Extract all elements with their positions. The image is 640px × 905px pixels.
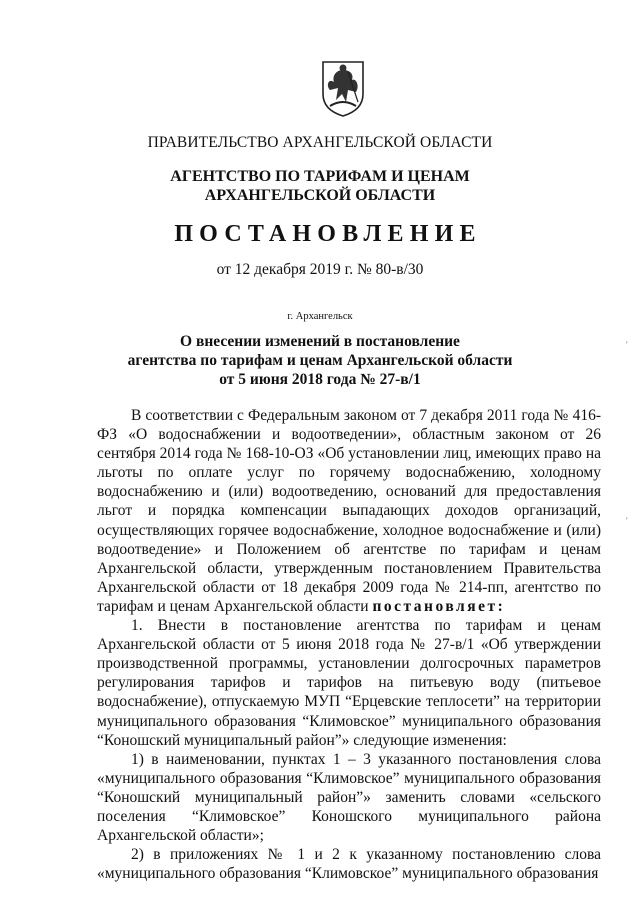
agency-title-line1: АГЕНТСТВО ПО ТАРИФАМ И ЦЕНАМ <box>170 168 470 185</box>
body-paragraph-subitem2: 2) в приложениях № 1 и 2 к указанному постановлению слова «муниципального образования “Климовское” муниципального образования <box>97 846 601 883</box>
document-body <box>97 406 601 883</box>
archangel-coat-of-arms-icon <box>318 58 368 118</box>
resolution-keyword: постановляет: <box>372 597 506 615</box>
document-city: г. Архангельск <box>287 311 353 322</box>
preamble-text: В соответствии с Федеральным законом от 7 декабря 2011 года № 416-ФЗ «О водоснабжении и водоотведении», областным законом от 26 сентября 2014 года № 168-10-ОЗ «Об установлении лиц, имеющих право на льготы по оплате услуг по горячему водоснабжению, холодному водоснабжению и (или) водоотведению, оснований для предоставления льгот и порядка компенсации выпадающих доходов организаций, осуществляющих горячее водоснабжение, холодное водоснабжение и (или) водоотведение» и Положением об агентстве по тарифам и ценам Архангельской области, утвержденным постановлением Правительства Архангельской области от 18 декабря 2009 года № 214-пп, агентство по тарифам и ценам Архангельской области <box>97 407 601 615</box>
agency-title-line2: АРХАНГЕЛЬСКОЙ ОБЛАСТИ <box>204 187 436 204</box>
subject-line2: агентства по тарифам и ценам Архангельской области <box>127 352 513 369</box>
document-dateline: от 12 декабря 2019 г. № 80-в/30 <box>216 261 424 278</box>
document-subject <box>0 332 640 389</box>
body-paragraph-item1: 1. Внести в постановление агентства по тарифам и ценам Архангельской области от 5 июня 2018 года № 27-в/1 «Об утверждении производственной программы, установлении долгосрочных параметров регулирования тарифов и тарифов на питьевую воду (питьевое водоснабжение), отпускаемую МУП “Ерцевские теплосети” на территории муниципального образования “Климовское” муниципального образования “Коношский муниципальный район”» следующие изменения: <box>97 617 601 749</box>
body-paragraph-subitem1: 1) в наименовании, пунктах 1 – 3 указанного постановления слова «муниципального образования “Климовское” муниципального образования “Коношский муниципальный район”» заменить словами «сельского поселения “Климовское” Коношского муниципального района Архангельской области»; <box>97 750 601 845</box>
subject-line3: от 5 июня 2018 года № 27-в/1 <box>219 371 421 388</box>
scan-artifact-mark: ' <box>626 516 628 526</box>
agency-title <box>0 167 640 205</box>
scan-artifact-mark: ' <box>626 340 628 350</box>
subject-line1: О внесении изменений в постановление <box>180 333 460 350</box>
document-type-heading: ПОСТАНОВЛЕНИЕ <box>174 221 482 247</box>
body-paragraph-preamble <box>97 406 601 616</box>
government-title: ПРАВИТЕЛЬСТВО АРХАНГЕЛЬСКОЙ ОБЛАСТИ <box>147 134 493 151</box>
